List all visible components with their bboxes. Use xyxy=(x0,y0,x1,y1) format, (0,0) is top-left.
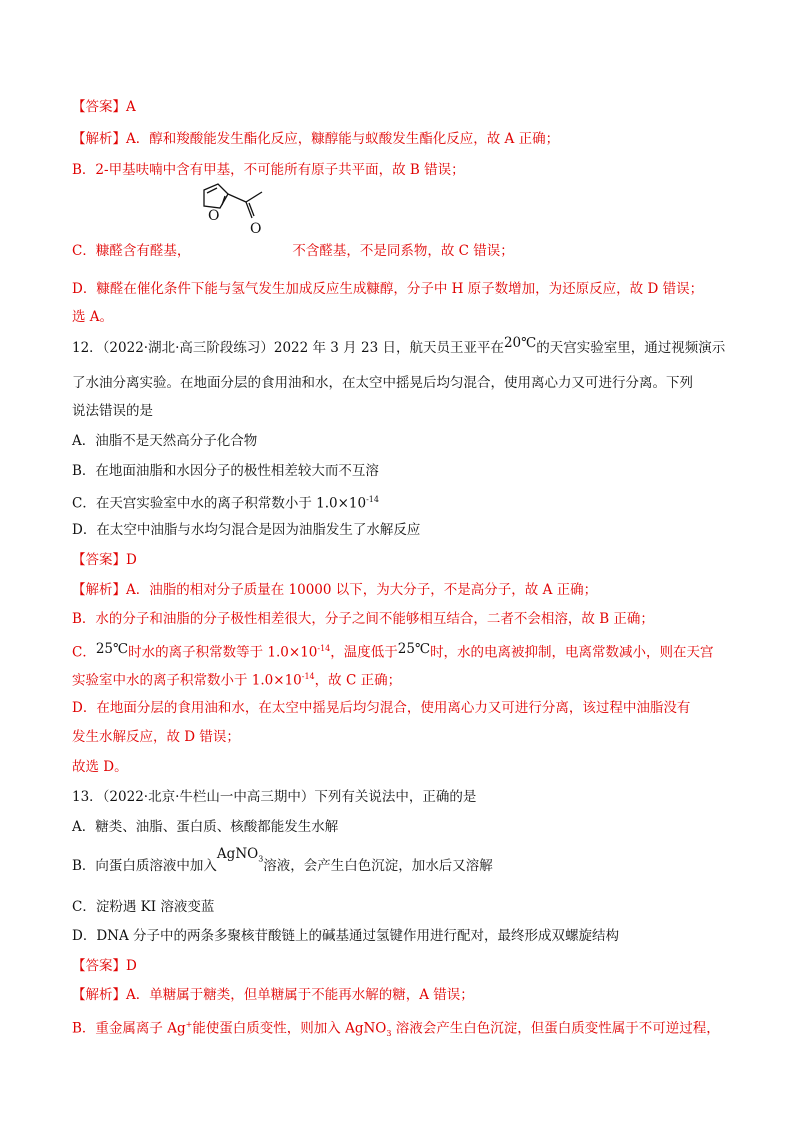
answer-label-11: 【答案】A xyxy=(72,99,136,115)
q12-option-c xyxy=(72,490,379,514)
q13-option-b-post: 溶液，会产生白色沉淀，加水后又溶解 xyxy=(263,858,493,874)
q13-option-b-formula xyxy=(217,846,263,862)
q12-an-c2-text2: ，故 C 正确； xyxy=(314,672,402,689)
q13-an-b-text3: 溶液会产生白色沉淀，但蛋白质变性属于不可逆过程， xyxy=(391,1020,720,1037)
furan-ketone-structure-icon xyxy=(190,178,280,236)
q13-analysis-a: 【解析】A．单糖属于糖类，但单糖属于不能再水解的糖，A 错误； xyxy=(72,987,474,1003)
q12-stem-line1 xyxy=(72,335,726,358)
q12-option-c-text: C．在天宫实验室中水的离子积常数小于 1.0×10 xyxy=(72,495,367,512)
q12-temp: 20℃ xyxy=(503,335,537,351)
q13-an-b-sup: + xyxy=(185,1020,193,1029)
q12-option-c-exp: -14 xyxy=(366,495,379,504)
q12-stem-line2: 了水油分离实验。在地面分层的食用油和水，在太空中摇晃后均匀混合，使用离心力又可进行分离。下列 xyxy=(72,375,693,391)
choose-11: 选 A。 xyxy=(72,309,114,325)
q12-option-b: B．在地面油脂和水因分子的极性相差较大而不互溶 xyxy=(72,463,379,479)
q12-an-c-exp1: -14 xyxy=(317,644,331,653)
q12-option-d: D．在太空中油脂与水均匀混合是因为油脂发生了水解反应 xyxy=(72,522,421,538)
q13-stem: 13．（2022·北京·牛栏山一中高三期中）下列有关说法中，正确的是 xyxy=(72,789,477,805)
q12-analysis-d-line1: D．在地面分层的食用油和水，在太空中摇晃后均匀混合，使用离心力又可进行分离，该过程中油脂没有 xyxy=(72,700,691,716)
q12-analysis-a: 【解析】A．油脂的相对分子质量在 10000 以下，为大分子，不是高分子，故 A 正确； xyxy=(72,582,598,598)
svg-text:O: O xyxy=(250,221,262,236)
q13-option-b-formula-sub: 3 xyxy=(258,854,264,864)
q12-an-c2-text1: 实验室中水的离子积常数小于 1.0×10 xyxy=(72,672,302,689)
analysis-a-11: 【解析】A．醇和羧酸能发生酯化反应，糠醇能与蚁酸发生酯化反应，故 A 正确； xyxy=(72,131,560,147)
svg-text:O: O xyxy=(208,208,220,224)
q13-an-b-text2: 能使蛋白质变性，则加入 AgNO xyxy=(192,1020,387,1037)
q12-option-a: A．油脂不是天然高分子化合物 xyxy=(72,433,258,449)
q13-option-a: A．糖类、油脂、蛋白质、核酸都能发生水解 xyxy=(72,819,339,835)
q13-option-d: D．DNA 分子中的两条多聚核苷酸链上的碱基通过氢键作用进行配对，最终形成双螺旋结构 xyxy=(72,928,619,944)
q12-choose: 故选 D。 xyxy=(72,759,128,775)
q13-an-b-text1: B．重金属离子 Ag xyxy=(72,1020,186,1037)
q12-an-c-text2: ，温度低于 xyxy=(330,644,398,661)
analysis-c-11 xyxy=(72,241,514,261)
q13-an-b-sub: 3 xyxy=(386,1029,392,1039)
q12-analysis-c-line1 xyxy=(72,639,714,663)
q13-analysis-b xyxy=(72,1015,720,1044)
q12-stem-part1: 12．（2022·湖北·高三阶段练习）2022 年 3 月 23 日，航天员王亚平在 xyxy=(72,340,504,356)
analysis-c-11-post: 不含醛基，不是同系物，故 C 错误； xyxy=(292,243,514,259)
q13-option-b-formula-main: AgNO xyxy=(216,846,259,862)
q13-option-b-pre: B．向蛋白质溶液中加入 xyxy=(72,858,217,874)
q12-analysis-b: B．水的分子和油脂的分子极性相差很大，分子之间不能够相互结合，二者不会相溶，故 B 正确； xyxy=(72,611,654,627)
q12-stem-line3: 说法错误的是 xyxy=(72,403,153,419)
q13-option-b xyxy=(72,846,493,882)
q12-an-c-temp: 25℃ xyxy=(95,640,129,657)
analysis-c-11-pre: C．糠醛含有醛基， xyxy=(72,243,191,259)
q12-an-c-text3: 时，水的电离被抑制，电离常数减小，则在天宫 xyxy=(430,644,714,661)
q12-an-c2-exp: -14 xyxy=(301,672,315,681)
q12-answer: 【答案】D xyxy=(72,552,137,568)
q13-option-c: C．淀粉遇 KI 溶液变蓝 xyxy=(72,899,215,915)
q12-an-c-prefix: C． xyxy=(72,644,96,661)
analysis-b-11: B．2-甲基呋喃中含有甲基，不可能所有原子共平面，故 B 错误； xyxy=(72,162,465,178)
q12-analysis-d-line2: 发生水解反应，故 D 错误； xyxy=(72,729,240,745)
q12-an-c-text1: 时水的离子积常数等于 1.0×10 xyxy=(128,644,318,661)
q12-an-c-temp2: 25℃ xyxy=(397,640,431,657)
q13-answer: 【答案】D xyxy=(72,958,137,974)
q12-analysis-c-line2 xyxy=(72,667,401,691)
q12-stem-part2: 的天宫实验室里，通过视频演示 xyxy=(536,340,726,356)
analysis-d-11: D．糠醛在催化条件下能与氢气发生加成反应生成糠醇，分子中 H 原子数增加，为还原反应，故 D 错误； xyxy=(72,281,704,297)
